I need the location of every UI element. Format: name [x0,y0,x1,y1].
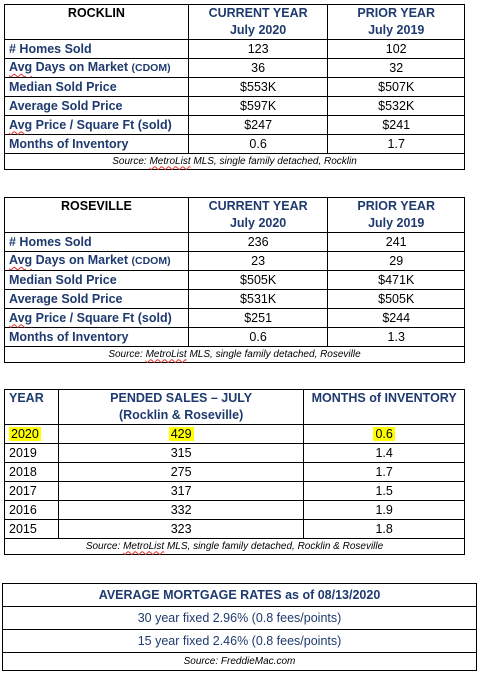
pended-sales-cell [58,482,303,501]
pended-sales-value: 315 [170,445,192,460]
pended-sales-table [4,389,465,555]
current-value: $531K [188,290,328,309]
table-row [5,233,465,252]
current-value: 236 [188,233,328,252]
prior-value: $505K [328,290,465,309]
prior-value: 241 [328,233,465,252]
inventory-value: 1.5 [375,483,393,498]
row-label-text: Median Sold Price [9,79,117,94]
inventory-cell [304,501,465,520]
roseville-title: ROSEVILLE [5,198,189,233]
roseville-current-year-header [188,198,328,233]
mortgage-source: Source: FreddieMac.com [3,653,477,671]
rate-30-year: 30 year fixed 2.96% (0.8 fees/points) [3,607,477,630]
inventory-cell [304,444,465,463]
prior-value: $241 [328,116,465,135]
row-label-text: Average Sold Price [9,98,123,113]
table-row [5,59,465,78]
table-row [5,252,465,271]
year-header: YEAR [5,390,59,425]
current-value: 23 [188,252,328,271]
current-value: 0.6 [188,135,328,154]
row-label-text: # Homes Sold [9,41,92,56]
source-prefix: Source: [108,348,146,360]
row-label-squiggle: Avg [9,60,33,74]
row-label-squiggle: Avg [9,253,33,267]
prior-value: $471K [328,271,465,290]
current-value: $247 [188,116,328,135]
rate-15-year: 15 year fixed 2.46% (0.8 fees/points) [3,630,477,653]
year-value: 2017 [9,483,37,498]
months-inventory-header: MONTHS of INVENTORY [304,390,465,425]
year-value: 2018 [9,464,37,479]
row-label-text: Average Sold Price [9,291,123,306]
table-row [5,271,465,290]
roseville-prior-year-header [328,198,465,233]
current-value: 123 [188,40,328,59]
table-row [5,78,465,97]
pended-sales-value: 429 [170,426,192,441]
current-value: $251 [188,309,328,328]
rocklin-table [4,4,465,170]
row-label [5,271,189,290]
row-label-small: (CDOM) [131,255,171,267]
table-row [5,97,465,116]
inventory-cell [304,463,465,482]
source-rest: MLS, single family detached, Roseville [186,348,361,360]
prior-value: $532K [328,97,465,116]
source-prefix: Source: [85,540,124,552]
rocklin-source [5,154,465,170]
header-line: July 2019 [368,216,425,230]
table-row [5,309,465,328]
year-value: 2019 [9,445,37,460]
row-label-text: Months of Inventory [9,136,129,151]
table-row [5,520,465,539]
pended-sales-value: 332 [170,502,192,517]
row-label [5,309,189,328]
current-value: $553K [188,78,328,97]
table-row [5,482,465,501]
year-value: 2015 [9,521,37,536]
row-label-squiggle: Avg [9,310,33,325]
prior-value: 29 [328,252,465,271]
prior-value: 1.3 [328,328,465,347]
inventory-cell [304,425,465,444]
row-label [5,97,189,116]
year-cell [5,463,59,482]
header-line: PENDED SALES – JULY [110,391,253,405]
pended-sales-cell [58,444,303,463]
row-label [5,252,189,271]
inventory-value: 1.8 [375,521,393,536]
row-label [5,290,189,309]
header-line: CURRENT YEAR [208,199,308,213]
pended-sales-cell [58,501,303,520]
row-label-text: Median Sold Price [9,272,117,287]
header-line: PRIOR YEAR [357,6,435,20]
year-value: 2020 [11,426,39,441]
roseville-source [5,347,465,363]
current-value: 0.6 [188,328,328,347]
source-name: MetroList [123,540,165,552]
inventory-cell [304,520,465,539]
row-label [5,116,189,135]
year-cell [5,482,59,501]
prior-value: $244 [328,309,465,328]
prior-value: 32 [328,59,465,78]
header-line: CURRENT YEAR [208,6,308,20]
pended-sales-header [58,390,303,425]
pended-sales-cell [58,425,303,444]
pended-sales-cell [58,463,303,482]
rocklin-prior-year-header [328,5,465,40]
row-label-text: # Homes Sold [9,234,92,249]
table-row [5,501,465,520]
row-label [5,233,189,252]
mortgage-rates-table [2,583,477,671]
pended-sales-value: 323 [170,521,192,536]
year-value: 2016 [9,502,37,517]
row-label-rest: Days on Market [32,253,132,267]
header-line: July 2020 [229,216,287,230]
pended-sales-value: 317 [170,483,192,498]
year-cell [5,425,59,444]
row-label-rest: Days on Market [32,60,132,74]
table-row [5,40,465,59]
header-line: (Rocklin & Roseville) [118,408,244,422]
row-label-squiggle: Avg [9,117,33,132]
row-label-rest: Price / Square Ft (sold) [32,117,172,132]
header-line: PRIOR YEAR [357,199,435,213]
current-value: $597K [188,97,328,116]
row-label [5,135,189,154]
table-row [5,116,465,135]
year-cell [5,520,59,539]
row-label [5,328,189,347]
row-label [5,40,189,59]
row-label-rest: Price / Square Ft (sold) [32,310,172,325]
inventory-value: 0.6 [375,426,393,441]
table-row [5,444,465,463]
inventory-value: 1.7 [375,464,393,479]
mortgage-title: AVERAGE MORTGAGE RATES as of 08/13/2020 [3,584,477,607]
header-line: July 2019 [368,23,425,37]
rocklin-current-year-header [188,5,328,40]
row-label-text: Months of Inventory [9,329,129,344]
current-value: 36 [188,59,328,78]
year-cell [5,501,59,520]
source-rest: MLS, single family detached, Rocklin & Roseville [164,540,384,552]
inventory-value: 1.4 [375,445,393,460]
rocklin-title: ROCKLIN [5,5,189,40]
current-value: $505K [188,271,328,290]
row-label [5,59,189,78]
pended-sales-value: 275 [170,464,192,479]
prior-value: 102 [328,40,465,59]
table-row [5,328,465,347]
year-cell [5,444,59,463]
row-label-small: (CDOM) [131,62,171,74]
header-line: July 2020 [229,23,287,37]
source-name: MetroList [145,348,187,360]
pended-source [5,539,465,555]
table-row [5,290,465,309]
source-name: MetroList [149,155,191,167]
source-rest: MLS, single family detached, Rocklin [190,155,357,167]
prior-value: $507K [328,78,465,97]
inventory-value: 1.9 [375,502,393,517]
inventory-cell [304,482,465,501]
table-row [5,425,465,444]
row-label [5,78,189,97]
table-row [5,463,465,482]
pended-sales-cell [58,520,303,539]
source-prefix: Source: [112,155,150,167]
table-row [5,135,465,154]
roseville-table [4,197,465,363]
prior-value: 1.7 [328,135,465,154]
